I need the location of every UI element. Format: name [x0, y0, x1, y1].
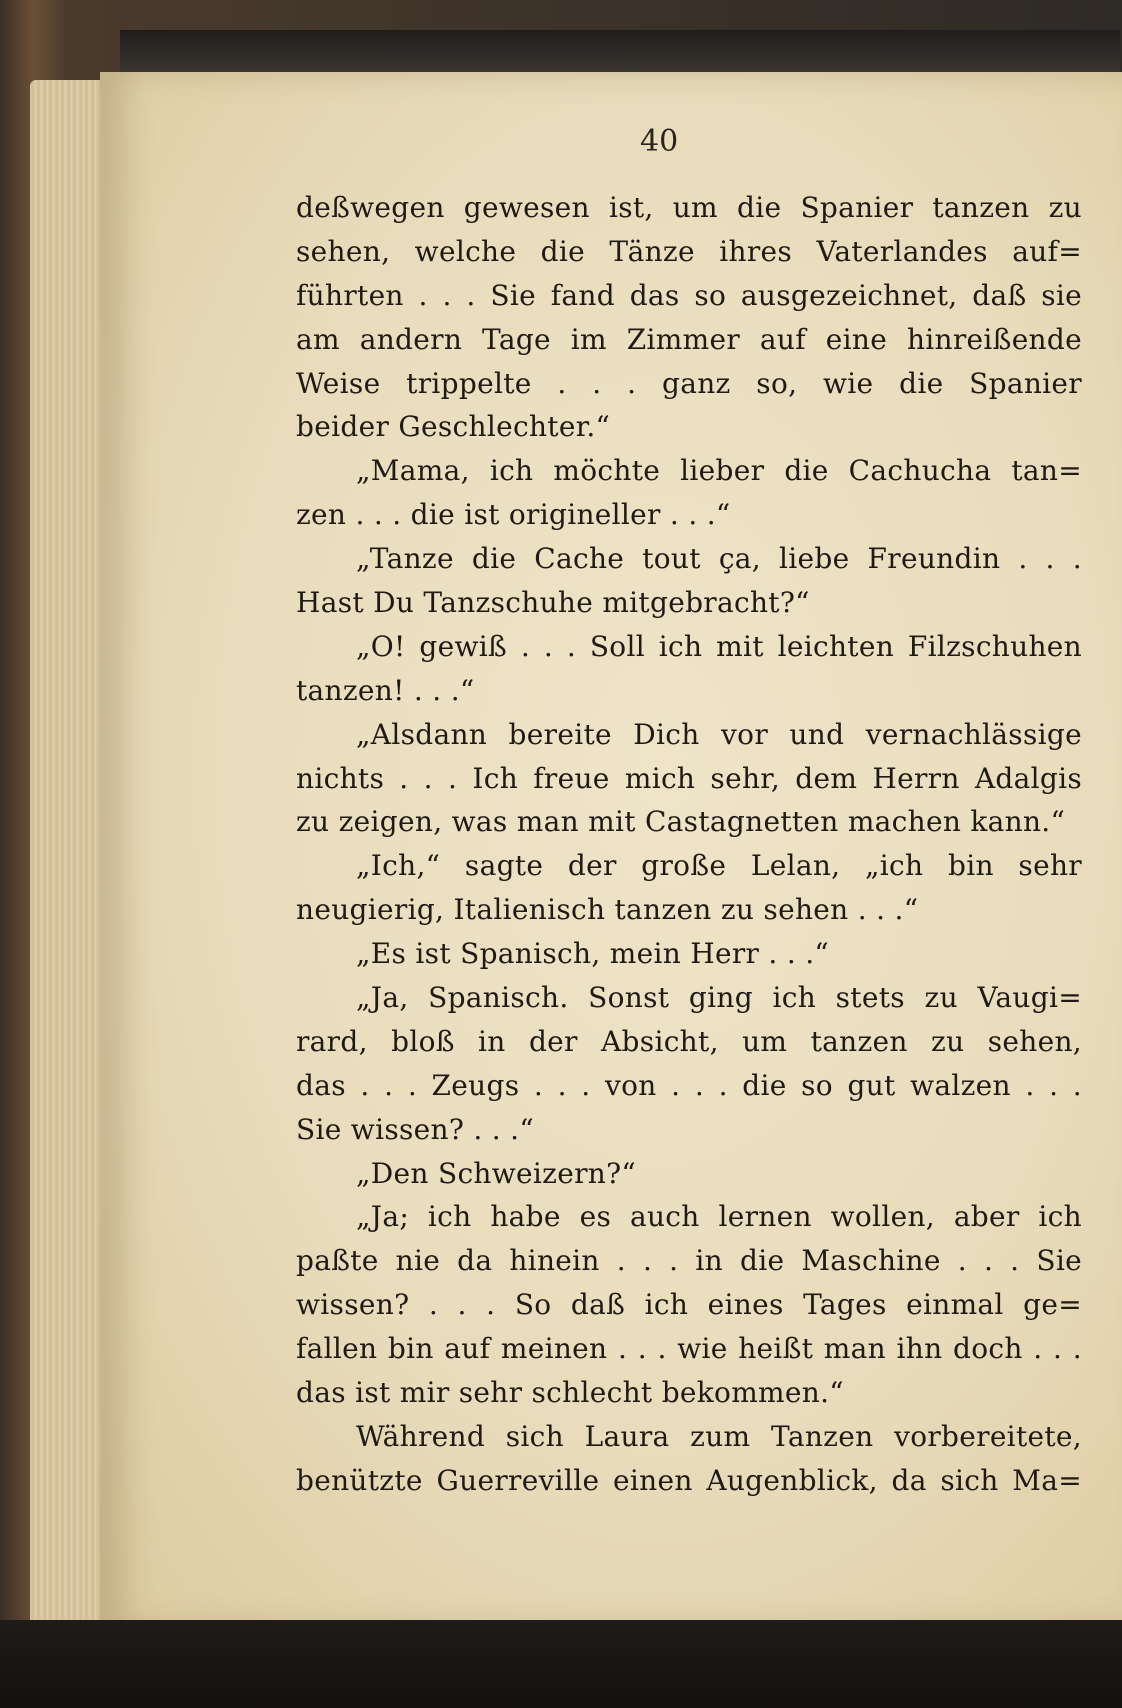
text-line: neugierig, Italienisch tanzen zu sehen . . .“	[296, 893, 919, 927]
text-line: „Ja; ich habe es auch lernen wollen, aber ich	[356, 1200, 1082, 1234]
text-line: „Tanze die Cache tout ça, liebe Freundin . . .	[356, 542, 1082, 576]
text-line: Während sich Laura zum Tanzen vorbereitete,	[356, 1419, 1082, 1453]
text-line: führten . . . Sie fand das so ausgezeichnet, daß sie	[296, 278, 1082, 312]
text-line: „Alsdann bereite Dich vor und vernachlässige	[356, 717, 1082, 751]
text-line: tanzen! . . .“	[296, 673, 475, 707]
text-line: Weise trippelte . . . ganz so, wie die Spanier	[296, 366, 1082, 400]
top-binding-strip	[120, 30, 1120, 72]
text-line: „O! gewiß . . . Soll ich mit leichten Filzschuhen	[356, 629, 1082, 663]
text-line: fallen bin auf meinen . . . wie heißt man ihn doch . . .	[296, 1332, 1082, 1366]
text-line: rard, bloß in der Absicht, um tanzen zu sehen,	[296, 1024, 1082, 1058]
text-line: Hast Du Tanzschuhe mitgebracht?“	[296, 586, 810, 620]
text-line: zu zeigen, was man mit Castagnetten machen kann.“	[296, 805, 1066, 839]
text-line: „Den Schweizern?“	[356, 1156, 637, 1190]
text-line: „Mama, ich möchte lieber die Cachucha tan=	[356, 454, 1082, 488]
text-line: „Ich,“ sagte der große Lelan, „ich bin sehr	[356, 849, 1082, 883]
text-line: das ist mir sehr schlecht bekommen.“	[296, 1376, 844, 1410]
text-line: wissen? . . . So daß ich eines Tages einmal ge=	[296, 1288, 1082, 1322]
text-line: beider Geschlechter.“	[296, 410, 611, 444]
text-line: das . . . Zeugs . . . von . . . die so gut walzen . . .	[296, 1068, 1082, 1102]
text-line: zen . . . die ist origineller . . .“	[296, 498, 731, 532]
text-line: nichts . . . Ich freue mich sehr, dem Herrn Adalgis	[296, 761, 1082, 795]
text-line: „Es ist Spanisch, mein Herr . . .“	[356, 937, 830, 971]
page-text-block	[296, 186, 1082, 1503]
text-line: am andern Tage im Zimmer auf eine hinreißende	[296, 322, 1082, 356]
text-line: sehen, welche die Tänze ihres Vaterlandes auf=	[296, 234, 1082, 268]
text-line: Sie wissen? . . .“	[296, 1112, 534, 1146]
text-line: deßwegen gewesen ist, um die Spanier tanzen zu	[296, 191, 1082, 224]
page-number: 40	[640, 124, 679, 159]
text-line: paßte nie da hinein . . . in die Maschine . . . Sie	[296, 1244, 1082, 1278]
bottom-binding-strip	[0, 1620, 1122, 1708]
text-line: benützte Guerreville einen Augenblick, da sich Ma=	[296, 1463, 1082, 1497]
text-line: „Ja, Spanisch. Sonst ging ich stets zu Vaugi=	[356, 981, 1082, 1015]
